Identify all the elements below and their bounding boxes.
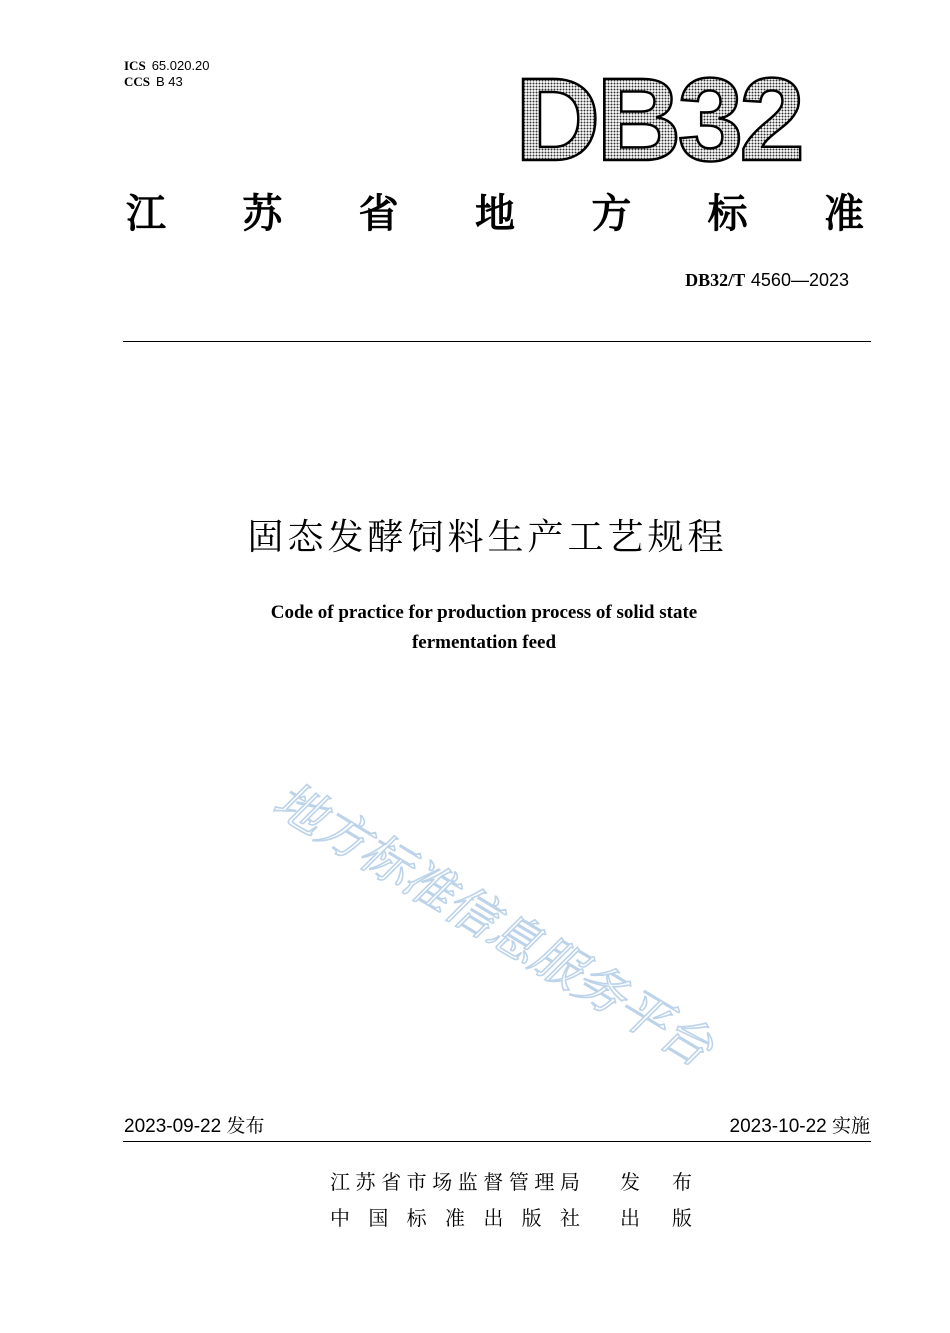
publisher-action <box>620 1204 692 1232</box>
standard-number-value: 4560—2023 <box>750 270 849 290</box>
heading-char: 江 <box>126 191 166 237</box>
org-char: 江 <box>330 1170 350 1194</box>
standard-number-prefix: DB32/T <box>685 270 746 290</box>
watermark-text: 地方标准信息服务平台 <box>263 770 723 1078</box>
org-char: 理 <box>534 1170 555 1194</box>
logo-text: DB32 <box>515 54 801 172</box>
org-char: 出 <box>483 1206 504 1230</box>
org-char: 管 <box>508 1170 529 1194</box>
standard-type-heading <box>120 188 870 240</box>
org-char: 督 <box>483 1170 504 1194</box>
title-chinese: 固态发酵饲料生产工艺规程 <box>247 517 728 558</box>
org-char: 局 <box>559 1170 580 1194</box>
org-char: 苏 <box>355 1170 376 1194</box>
org-char: 省 <box>381 1170 402 1194</box>
publisher-action <box>620 1168 692 1196</box>
action-char: 版 <box>672 1206 692 1230</box>
ccs-label: CCS <box>124 74 151 89</box>
org-char: 国 <box>368 1206 389 1230</box>
org-char: 社 <box>559 1206 580 1230</box>
watermark <box>250 770 810 1110</box>
heading-char: 地 <box>474 191 515 237</box>
issue-date: 2023-09-22 发布 <box>124 1116 265 1137</box>
bottom-divider <box>123 1141 871 1142</box>
org-char: 监 <box>457 1170 478 1194</box>
org-char: 市 <box>406 1170 427 1194</box>
heading-char: 苏 <box>242 191 283 237</box>
action-char: 布 <box>672 1170 692 1194</box>
action-char: 出 <box>620 1206 640 1230</box>
title-english-line-2: fermentation feed <box>411 632 557 653</box>
publisher-org <box>330 1204 580 1232</box>
publisher-org <box>330 1168 580 1196</box>
implementation-date: 2023-10-22 实施 <box>729 1116 870 1137</box>
org-char: 版 <box>521 1206 542 1230</box>
org-char: 中 <box>330 1206 350 1230</box>
ics-code: 65.020.20 <box>151 58 210 73</box>
heading-char: 方 <box>591 191 632 237</box>
org-char: 标 <box>406 1206 427 1230</box>
publisher-row <box>330 1204 692 1232</box>
heading-char: 准 <box>823 191 864 237</box>
heading-char: 省 <box>358 191 399 237</box>
publisher-row <box>330 1168 692 1196</box>
ics-label: ICS <box>124 58 146 73</box>
standard-number <box>685 268 849 293</box>
title-english <box>200 598 768 658</box>
ccs-code: B 43 <box>156 74 183 89</box>
title-english-line-1: Code of practice for production process of solid state <box>270 602 698 623</box>
ics-line <box>124 58 210 74</box>
org-char: 场 <box>432 1170 453 1194</box>
db32-logo <box>508 52 808 172</box>
top-divider <box>123 341 871 342</box>
action-char: 发 <box>620 1170 640 1194</box>
org-char: 准 <box>444 1206 465 1230</box>
classification-codes <box>124 58 210 90</box>
ccs-line <box>124 74 210 90</box>
heading-char: 标 <box>707 191 748 237</box>
